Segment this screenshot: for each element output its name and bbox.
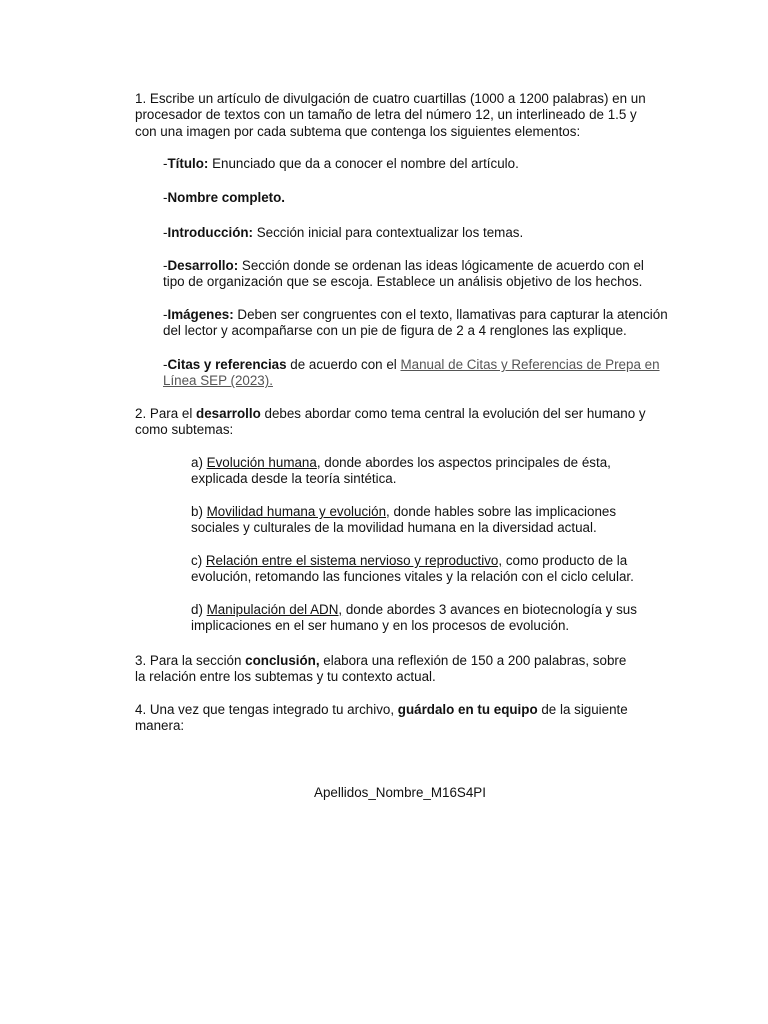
subtopic-b: b) Movilidad humana y evolución, donde hables sobre las implicaciones sociales y culturales de la movilidad humana en la diversidad actual.: [191, 504, 617, 536]
subtopic-title: Evolución humana: [206, 455, 317, 470]
subtopic-d: d) Manipulación del ADN, donde abordes 3 avances en biotecnología y sus implicaciones en el ser humano y en los procesos de evolución.: [191, 602, 637, 634]
instruction-2: 2. Para el desarrollo debes abordar como tema central la evolución del ser humano y como subtemas:: [135, 406, 646, 438]
subtopic-c: c) Relación entre el sistema nervioso y reproductivo, como producto de la evolución, retomando las funciones vitales y la relación con el ciclo celular.: [191, 553, 634, 585]
element-label: Título:: [167, 156, 209, 171]
element-introduccion: -Introducción: Sección inicial para contextualizar los temas.: [163, 225, 524, 240]
instruction-1-text: 1. Escribe un artículo de divulgación de cuatro cuartillas (1000 a 1200 palabras) en un procesador de textos con un tamaño de letra del número 12, un interlineado de 1.5 y con una imagen por cada subtema que contenga los siguientes elementos:: [135, 91, 646, 139]
instruction-3: 3. Para la sección conclusión, elabora una reflexión de 150 a 200 palabras, sobre la relación entre los subtemas y tu contexto actual.: [135, 653, 627, 685]
subtopic-a: a) Evolución humana, donde abordes los aspectos principales de ésta, explicada desde la teoría sintética.: [191, 455, 611, 487]
element-citas: -Citas y referencias de acuerdo con el Manual de Citas y Referencias de Prepa en Línea SEP (2023).: [163, 357, 660, 389]
element-imagenes: -Imágenes: Deben ser congruentes con el texto, llamativas para capturar la atención del lector y acompañarse con un pie de figura de 2 a 4 renglones las explique.: [163, 307, 668, 339]
subtopic-title: Manipulación del ADN,: [206, 602, 343, 617]
subtopic-title: Relación entre el sistema nervioso y reproductivo,: [205, 553, 503, 568]
element-desarrollo: -Desarrollo: Sección donde se ordenan las ideas lógicamente de acuerdo con el tipo de organización que se escoja. Establece un análisis objetivo de los hechos.: [163, 258, 644, 290]
element-label: Introducción:: [167, 225, 254, 240]
element-label: Citas y referencias: [167, 357, 287, 372]
instruction-4: 4. Una vez que tengas integrado tu archivo, guárdalo en tu equipo de la siguiente manera:: [135, 702, 628, 734]
element-label: Nombre completo.: [167, 190, 286, 205]
manual-citas-link[interactable]: Manual de Citas y Referencias de Prepa en Línea SEP (2023).: [163, 357, 660, 389]
element-label: Imágenes:: [167, 307, 234, 322]
element-titulo: -Título: Enunciado que da a conocer el nombre del artículo.: [163, 156, 519, 171]
element-label: Desarrollo:: [167, 258, 239, 273]
subtopic-title: Movilidad humana y evolución: [206, 504, 387, 519]
element-nombre: -Nombre completo.: [163, 190, 286, 205]
instruction-1: [135, 91, 655, 140]
filename-format: [250, 785, 550, 801]
filename-text: Apellidos_Nombre_M16S4PI: [314, 785, 486, 800]
